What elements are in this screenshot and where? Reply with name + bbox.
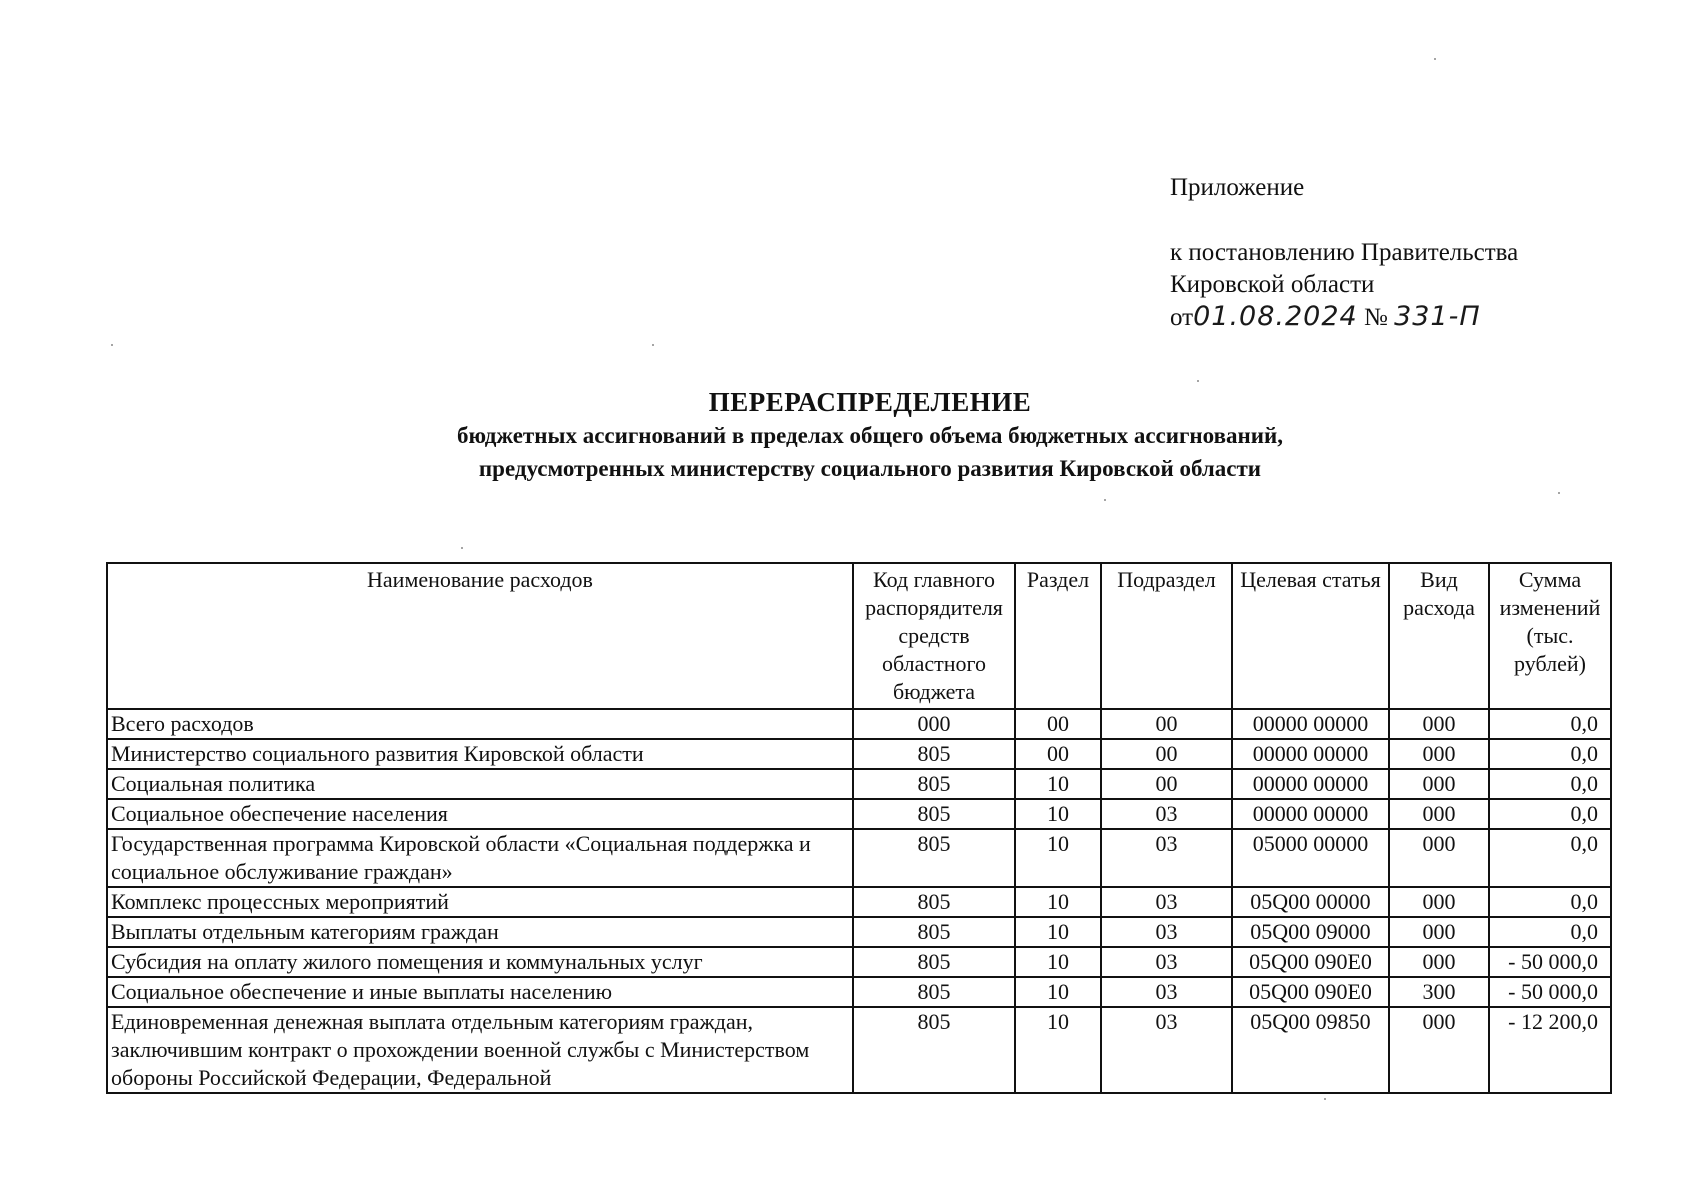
table-row bbox=[107, 947, 1611, 977]
cell-code: 805 bbox=[853, 947, 1015, 977]
cell-code: 805 bbox=[853, 1007, 1015, 1093]
cell-kind: 000 bbox=[1389, 917, 1489, 947]
header-subsection: Подраздел bbox=[1101, 563, 1232, 709]
cell-subsection: 03 bbox=[1101, 887, 1232, 917]
cell-sum: 0,0 bbox=[1489, 799, 1611, 829]
document-title: ПЕРЕРАСПРЕДЕЛЕНИЕ bbox=[708, 387, 1032, 417]
cell-target: 00000 00000 bbox=[1232, 739, 1389, 769]
cell-name: Выплаты отдельным категориям граждан bbox=[107, 917, 853, 947]
cell-subsection: 03 bbox=[1101, 1007, 1232, 1093]
cell-section: 00 bbox=[1015, 739, 1101, 769]
cell-target: 05Q00 09850 bbox=[1232, 1007, 1389, 1093]
cell-kind: 000 bbox=[1389, 1007, 1489, 1093]
cell-section: 10 bbox=[1015, 799, 1101, 829]
appendix-block bbox=[1170, 172, 1518, 334]
document-subtitle-line-1: бюджетных ассигнований в пределах общего объема бюджетных ассигнований, bbox=[456, 423, 1284, 448]
cell-code: 805 bbox=[853, 799, 1015, 829]
scan-speck bbox=[1558, 492, 1560, 494]
cell-kind: 000 bbox=[1389, 769, 1489, 799]
handwritten-number: 331-П bbox=[1394, 301, 1481, 332]
budget-table bbox=[106, 562, 1612, 1094]
header-section: Раздел bbox=[1015, 563, 1101, 709]
cell-name: Всего расходов bbox=[107, 709, 853, 739]
cell-kind: 000 bbox=[1389, 887, 1489, 917]
cell-target: 05Q00 09000 bbox=[1232, 917, 1389, 947]
cell-kind: 300 bbox=[1389, 977, 1489, 1007]
cell-code: 805 bbox=[853, 829, 1015, 887]
table-row bbox=[107, 887, 1611, 917]
cell-section: 10 bbox=[1015, 829, 1101, 887]
cell-target: 05Q00 090E0 bbox=[1232, 977, 1389, 1007]
cell-subsection: 03 bbox=[1101, 829, 1232, 887]
scan-speck bbox=[111, 344, 113, 346]
cell-target: 05Q00 00000 bbox=[1232, 887, 1389, 917]
cell-kind: 000 bbox=[1389, 709, 1489, 739]
number-prefix: № bbox=[1363, 304, 1388, 331]
cell-sum: 0,0 bbox=[1489, 829, 1611, 887]
appendix-title: Приложение bbox=[1170, 174, 1305, 201]
cell-name: Министерство социального развития Кировской области bbox=[107, 739, 853, 769]
cell-section: 10 bbox=[1015, 977, 1101, 1007]
cell-name: Единовременная денежная выплата отдельным категориям граждан, заключившим контракт о прохождении военной службы с Министерством обороны Российской Федерации, Федеральной bbox=[107, 1007, 853, 1093]
cell-name: Субсидия на оплату жилого помещения и коммунальных услуг bbox=[107, 947, 853, 977]
cell-code: 805 bbox=[853, 977, 1015, 1007]
scan-speck bbox=[1104, 499, 1106, 501]
cell-target: 05000 00000 bbox=[1232, 829, 1389, 887]
cell-section: 10 bbox=[1015, 947, 1101, 977]
cell-sum: 0,0 bbox=[1489, 887, 1611, 917]
cell-subsection: 03 bbox=[1101, 977, 1232, 1007]
cell-subsection: 00 bbox=[1101, 769, 1232, 799]
cell-kind: 000 bbox=[1389, 739, 1489, 769]
header-sum: Сумма изменений (тыс. рублей) bbox=[1489, 563, 1611, 709]
cell-sum: 0,0 bbox=[1489, 769, 1611, 799]
cell-target: 05Q00 090E0 bbox=[1232, 947, 1389, 977]
cell-target: 00000 00000 bbox=[1232, 709, 1389, 739]
cell-name: Социальная политика bbox=[107, 769, 853, 799]
table-row bbox=[107, 917, 1611, 947]
cell-section: 10 bbox=[1015, 769, 1101, 799]
cell-sum: - 50 000,0 bbox=[1489, 977, 1611, 1007]
cell-sum: 0,0 bbox=[1489, 709, 1611, 739]
cell-name: Социальное обеспечение и иные выплаты населению bbox=[107, 977, 853, 1007]
cell-code: 805 bbox=[853, 739, 1015, 769]
appendix-line-2: Кировской области bbox=[1170, 271, 1375, 298]
header-kind: Вид расхода bbox=[1389, 563, 1489, 709]
cell-sum: 0,0 bbox=[1489, 739, 1611, 769]
cell-subsection: 03 bbox=[1101, 947, 1232, 977]
cell-sum: - 50 000,0 bbox=[1489, 947, 1611, 977]
table-row bbox=[107, 1007, 1611, 1093]
cell-target: 00000 00000 bbox=[1232, 799, 1389, 829]
cell-subsection: 03 bbox=[1101, 799, 1232, 829]
cell-code: 805 bbox=[853, 769, 1015, 799]
cell-subsection: 03 bbox=[1101, 917, 1232, 947]
scan-speck bbox=[1324, 1098, 1326, 1100]
cell-section: 10 bbox=[1015, 1007, 1101, 1093]
table-row bbox=[107, 829, 1611, 887]
cell-kind: 000 bbox=[1389, 799, 1489, 829]
table-row bbox=[107, 769, 1611, 799]
table-row bbox=[107, 799, 1611, 829]
header-name: Наименование расходов bbox=[107, 563, 853, 709]
cell-kind: 000 bbox=[1389, 829, 1489, 887]
date-prefix: от bbox=[1170, 304, 1194, 331]
cell-code: 000 bbox=[853, 709, 1015, 739]
cell-sum: - 12 200,0 bbox=[1489, 1007, 1611, 1093]
cell-name: Комплекс процессных мероприятий bbox=[107, 887, 853, 917]
scan-speck bbox=[1434, 58, 1436, 60]
appendix-line-1: к постановлению Правительства bbox=[1170, 239, 1519, 266]
header-code: Код главного распорядителя средств областного бюджета bbox=[853, 563, 1015, 709]
scan-speck bbox=[652, 344, 654, 346]
cell-section: 10 bbox=[1015, 887, 1101, 917]
table-row bbox=[107, 709, 1611, 739]
handwritten-date: 01.08.2024 bbox=[1193, 301, 1358, 332]
cell-name: Государственная программа Кировской области «Социальная поддержка и социальное обслуживание граждан» bbox=[107, 829, 853, 887]
cell-sum: 0,0 bbox=[1489, 917, 1611, 947]
cell-code: 805 bbox=[853, 917, 1015, 947]
appendix-date-line bbox=[1170, 301, 1518, 334]
cell-section: 00 bbox=[1015, 709, 1101, 739]
table-header-row bbox=[107, 563, 1611, 709]
cell-subsection: 00 bbox=[1101, 709, 1232, 739]
table-row bbox=[107, 739, 1611, 769]
cell-target: 00000 00000 bbox=[1232, 769, 1389, 799]
table-row bbox=[107, 977, 1611, 1007]
cell-section: 10 bbox=[1015, 917, 1101, 947]
cell-subsection: 00 bbox=[1101, 739, 1232, 769]
scan-speck bbox=[1197, 380, 1199, 382]
cell-name: Социальное обеспечение населения bbox=[107, 799, 853, 829]
scan-speck bbox=[461, 547, 463, 549]
cell-code: 805 bbox=[853, 887, 1015, 917]
cell-kind: 000 bbox=[1389, 947, 1489, 977]
header-target: Целевая статья bbox=[1232, 563, 1389, 709]
document-subtitle-line-2: предусмотренных министерству социального развития Кировской области bbox=[478, 456, 1262, 481]
document-heading bbox=[0, 385, 1689, 485]
